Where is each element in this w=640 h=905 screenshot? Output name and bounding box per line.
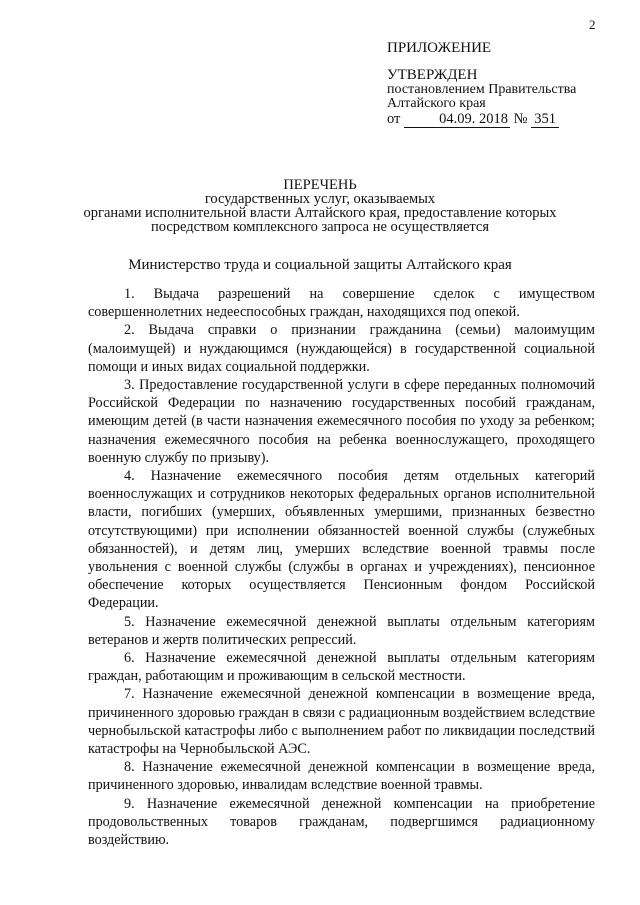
list-item: 3. Предоставление государственной услуги в сфере переданных полномочий Российской Федерации по назначению государственных пособий гражданам, имеющим детей (в части назначения ежемесячного пособия по уходу за ребенком; назначения ежемесячного пособия на ребенка военнослужащего, проходящего военную службу по призыву). xyxy=(88,377,595,466)
document-subtitle-line-1: государственных услуг, оказываемых xyxy=(204,191,436,207)
appendix-title: ПРИЛОЖЕНИЕ xyxy=(387,40,492,56)
approved-label: УТВЕРЖДЕН xyxy=(387,67,478,83)
approval-number: 351 xyxy=(531,111,559,128)
approval-date: 04.09. 2018 xyxy=(404,111,510,128)
services-list xyxy=(88,285,595,849)
approval-stamp xyxy=(387,67,576,128)
number-sign: № xyxy=(513,111,528,127)
list-item: 9. Назначение ежемесячной денежной компенсации на приобретение продовольственных товаров гражданам, подвергшимся радиационному воздействию. xyxy=(88,795,595,849)
list-item: 5. Назначение ежемесячной денежной выплаты отдельным категориям ветеранов и жертв политических репрессий. xyxy=(88,613,595,648)
list-item: 4. Назначение ежемесячного пособия детям отдельных категорий военнослужащих и сотрудников некоторых федеральных органов исполнительной власти, погибших (умерших, объявленных умершими, признанных безвестно отсутствующими) при исполнении обязанностей военной службы (служебных обязанностей), и детям лиц, умерших вследствие военной травмы после увольнения с военной службы (службы в органах и учреждениях), пенсионное обеспечение которых осуществляется Пенсионным фондом Российской Федерации. xyxy=(88,468,595,612)
date-prefix: от xyxy=(387,111,401,127)
appendix-block xyxy=(387,40,576,128)
document-subtitle-line-2: органами исполнительной власти Алтайского края, предоставление которых xyxy=(83,205,557,221)
document-title: ПЕРЕЧЕНЬ xyxy=(283,177,357,193)
document-heading xyxy=(0,178,640,234)
ministry-heading: Министерство труда и социальной защиты Алтайского края xyxy=(128,257,512,273)
document-subtitle-line-3: посредством комплексного запроса не осуществляется xyxy=(151,219,489,235)
approved-by-line: постановлением Правительства xyxy=(387,82,577,97)
list-item: 8. Назначение ежемесячной денежной компенсации в возмещение вреда, причиненного здоровью, инвалидам вследствие военной травмы. xyxy=(88,759,595,794)
list-item: 2. Выдача справки о признании гражданина (семьи) малоимущим (малоимущей) и нуждающимся (нуждающейся) в государственной социальной помощи и иных видах социальной поддержки. xyxy=(88,322,595,375)
list-item: 1. Выдача разрешений на совершение сделок с имуществом совершеннолетних недееспособных граждан, находящихся под опекой. xyxy=(88,286,595,321)
list-item: 7. Назначение ежемесячной денежной компенсации в возмещение вреда, причиненного здоровью граждан в связи с радиационным воздействием вследствие чернобыльской катастрофы либо с выполнением работ по ликвидации последствий катастрофы на Чернобыльской АЭС. xyxy=(88,686,595,758)
list-item: 6. Назначение ежемесячной денежной выплаты отдельным категориям граждан, работающим и проживающим в сельской местности. xyxy=(88,650,595,685)
approved-region-line: Алтайского края xyxy=(387,96,486,111)
approval-date-line xyxy=(387,111,576,128)
page-number: 2 xyxy=(589,17,596,32)
